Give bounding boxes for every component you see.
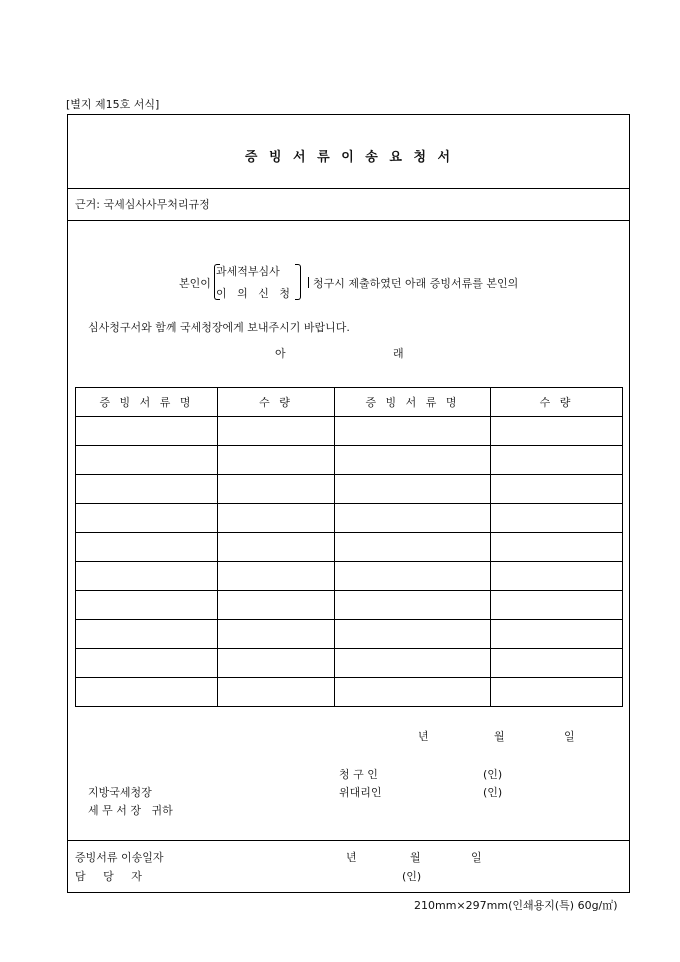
addressee-regional: 지방국세청장: [88, 786, 152, 799]
form-title: 증 빙 서 류 이 송 요 청 서: [244, 150, 453, 165]
header-doc-name-2: 증 빙 서 류 명: [335, 388, 491, 417]
cell-quantity[interactable]: [218, 591, 335, 620]
cell-doc-name[interactable]: [335, 678, 491, 707]
date-month: 월: [494, 730, 505, 743]
divider-title: [68, 188, 629, 189]
cell-quantity[interactable]: [491, 562, 623, 591]
transfer-year: 년: [346, 851, 357, 864]
officer-seal: (인): [402, 870, 422, 883]
cell-quantity[interactable]: [491, 678, 623, 707]
table-row: [76, 649, 623, 678]
cell-quantity[interactable]: [491, 475, 623, 504]
table-row: [76, 678, 623, 707]
cell-doc-name[interactable]: [335, 591, 491, 620]
cell-quantity[interactable]: [218, 678, 335, 707]
cell-doc-name[interactable]: [76, 475, 218, 504]
cell-quantity[interactable]: [491, 620, 623, 649]
cell-quantity[interactable]: [491, 446, 623, 475]
claimant-seal: (인): [483, 768, 503, 781]
cell-quantity[interactable]: [218, 533, 335, 562]
date-year: 년: [418, 730, 429, 743]
cell-doc-name[interactable]: [335, 562, 491, 591]
claimant-label: 청 구 인: [339, 768, 378, 781]
table-row: [76, 446, 623, 475]
cell-quantity[interactable]: [218, 417, 335, 446]
request-text-2: 심사청구서와 함께 국세청장에게 보내주시기 바랍니다.: [88, 321, 350, 334]
option-brace: [214, 260, 301, 302]
cell-doc-name[interactable]: [335, 504, 491, 533]
divider-footer: [68, 840, 629, 841]
table-row: [76, 620, 623, 649]
cell-doc-name[interactable]: [76, 562, 218, 591]
bracket-bar: [308, 277, 309, 288]
request-text-1: 청구시 제출하였던 아래 증빙서류를 본인의: [313, 277, 519, 290]
option-tax-review: 과세적부심사: [216, 265, 280, 278]
divider-basis: [68, 220, 629, 221]
option-objection: 이 의 신 청: [216, 287, 292, 300]
form-number: [별지 제15호 서식]: [66, 98, 160, 111]
basis-text: 근거: 국세심사사무처리규정: [75, 198, 210, 211]
table-row: [76, 504, 623, 533]
cell-doc-name[interactable]: [76, 504, 218, 533]
cell-quantity[interactable]: [218, 649, 335, 678]
cell-doc-name[interactable]: [335, 446, 491, 475]
cell-doc-name[interactable]: [335, 417, 491, 446]
cell-quantity[interactable]: [218, 620, 335, 649]
header-quantity-1: 수 량: [218, 388, 335, 417]
cell-doc-name[interactable]: [76, 649, 218, 678]
cell-quantity[interactable]: [218, 562, 335, 591]
cell-doc-name[interactable]: [76, 620, 218, 649]
transfer-month: 월: [410, 851, 421, 864]
header-quantity-2: 수 량: [491, 388, 623, 417]
table-row: [76, 417, 623, 446]
request-prefix: 본인이: [179, 277, 211, 290]
cell-quantity[interactable]: [491, 649, 623, 678]
cell-doc-name[interactable]: [76, 417, 218, 446]
cell-quantity[interactable]: [491, 533, 623, 562]
table-header-row: [76, 388, 623, 417]
agent-label: 위대리인: [339, 786, 382, 799]
cell-quantity[interactable]: [491, 591, 623, 620]
evidence-table: [75, 387, 623, 707]
paper-spec: 210mm×297mm(인쇄용지(특) 60g/㎡): [414, 899, 618, 912]
transfer-date-label: 증빙서류 이송일자: [75, 851, 164, 864]
officer-label: 담 당 자: [75, 870, 142, 883]
below-label-a: 아: [275, 347, 286, 360]
cell-doc-name[interactable]: [335, 533, 491, 562]
table-row: [76, 562, 623, 591]
header-doc-name-1: 증 빙 서 류 명: [76, 388, 218, 417]
cell-doc-name[interactable]: [76, 678, 218, 707]
cell-quantity[interactable]: [491, 504, 623, 533]
cell-quantity[interactable]: [218, 446, 335, 475]
cell-quantity[interactable]: [218, 504, 335, 533]
addressee-district: 세 무 서 장 귀하: [88, 804, 173, 817]
cell-quantity[interactable]: [491, 417, 623, 446]
cell-doc-name[interactable]: [335, 475, 491, 504]
cell-doc-name[interactable]: [335, 649, 491, 678]
agent-seal: (인): [483, 786, 503, 799]
form-frame: [67, 114, 630, 893]
transfer-day: 일: [471, 851, 482, 864]
cell-quantity[interactable]: [218, 475, 335, 504]
date-day: 일: [564, 730, 575, 743]
table-row: [76, 533, 623, 562]
cell-doc-name[interactable]: [76, 446, 218, 475]
table-row: [76, 475, 623, 504]
cell-doc-name[interactable]: [76, 533, 218, 562]
table-row: [76, 591, 623, 620]
cell-doc-name[interactable]: [76, 591, 218, 620]
cell-doc-name[interactable]: [335, 620, 491, 649]
below-label-rae: 래: [393, 347, 404, 360]
